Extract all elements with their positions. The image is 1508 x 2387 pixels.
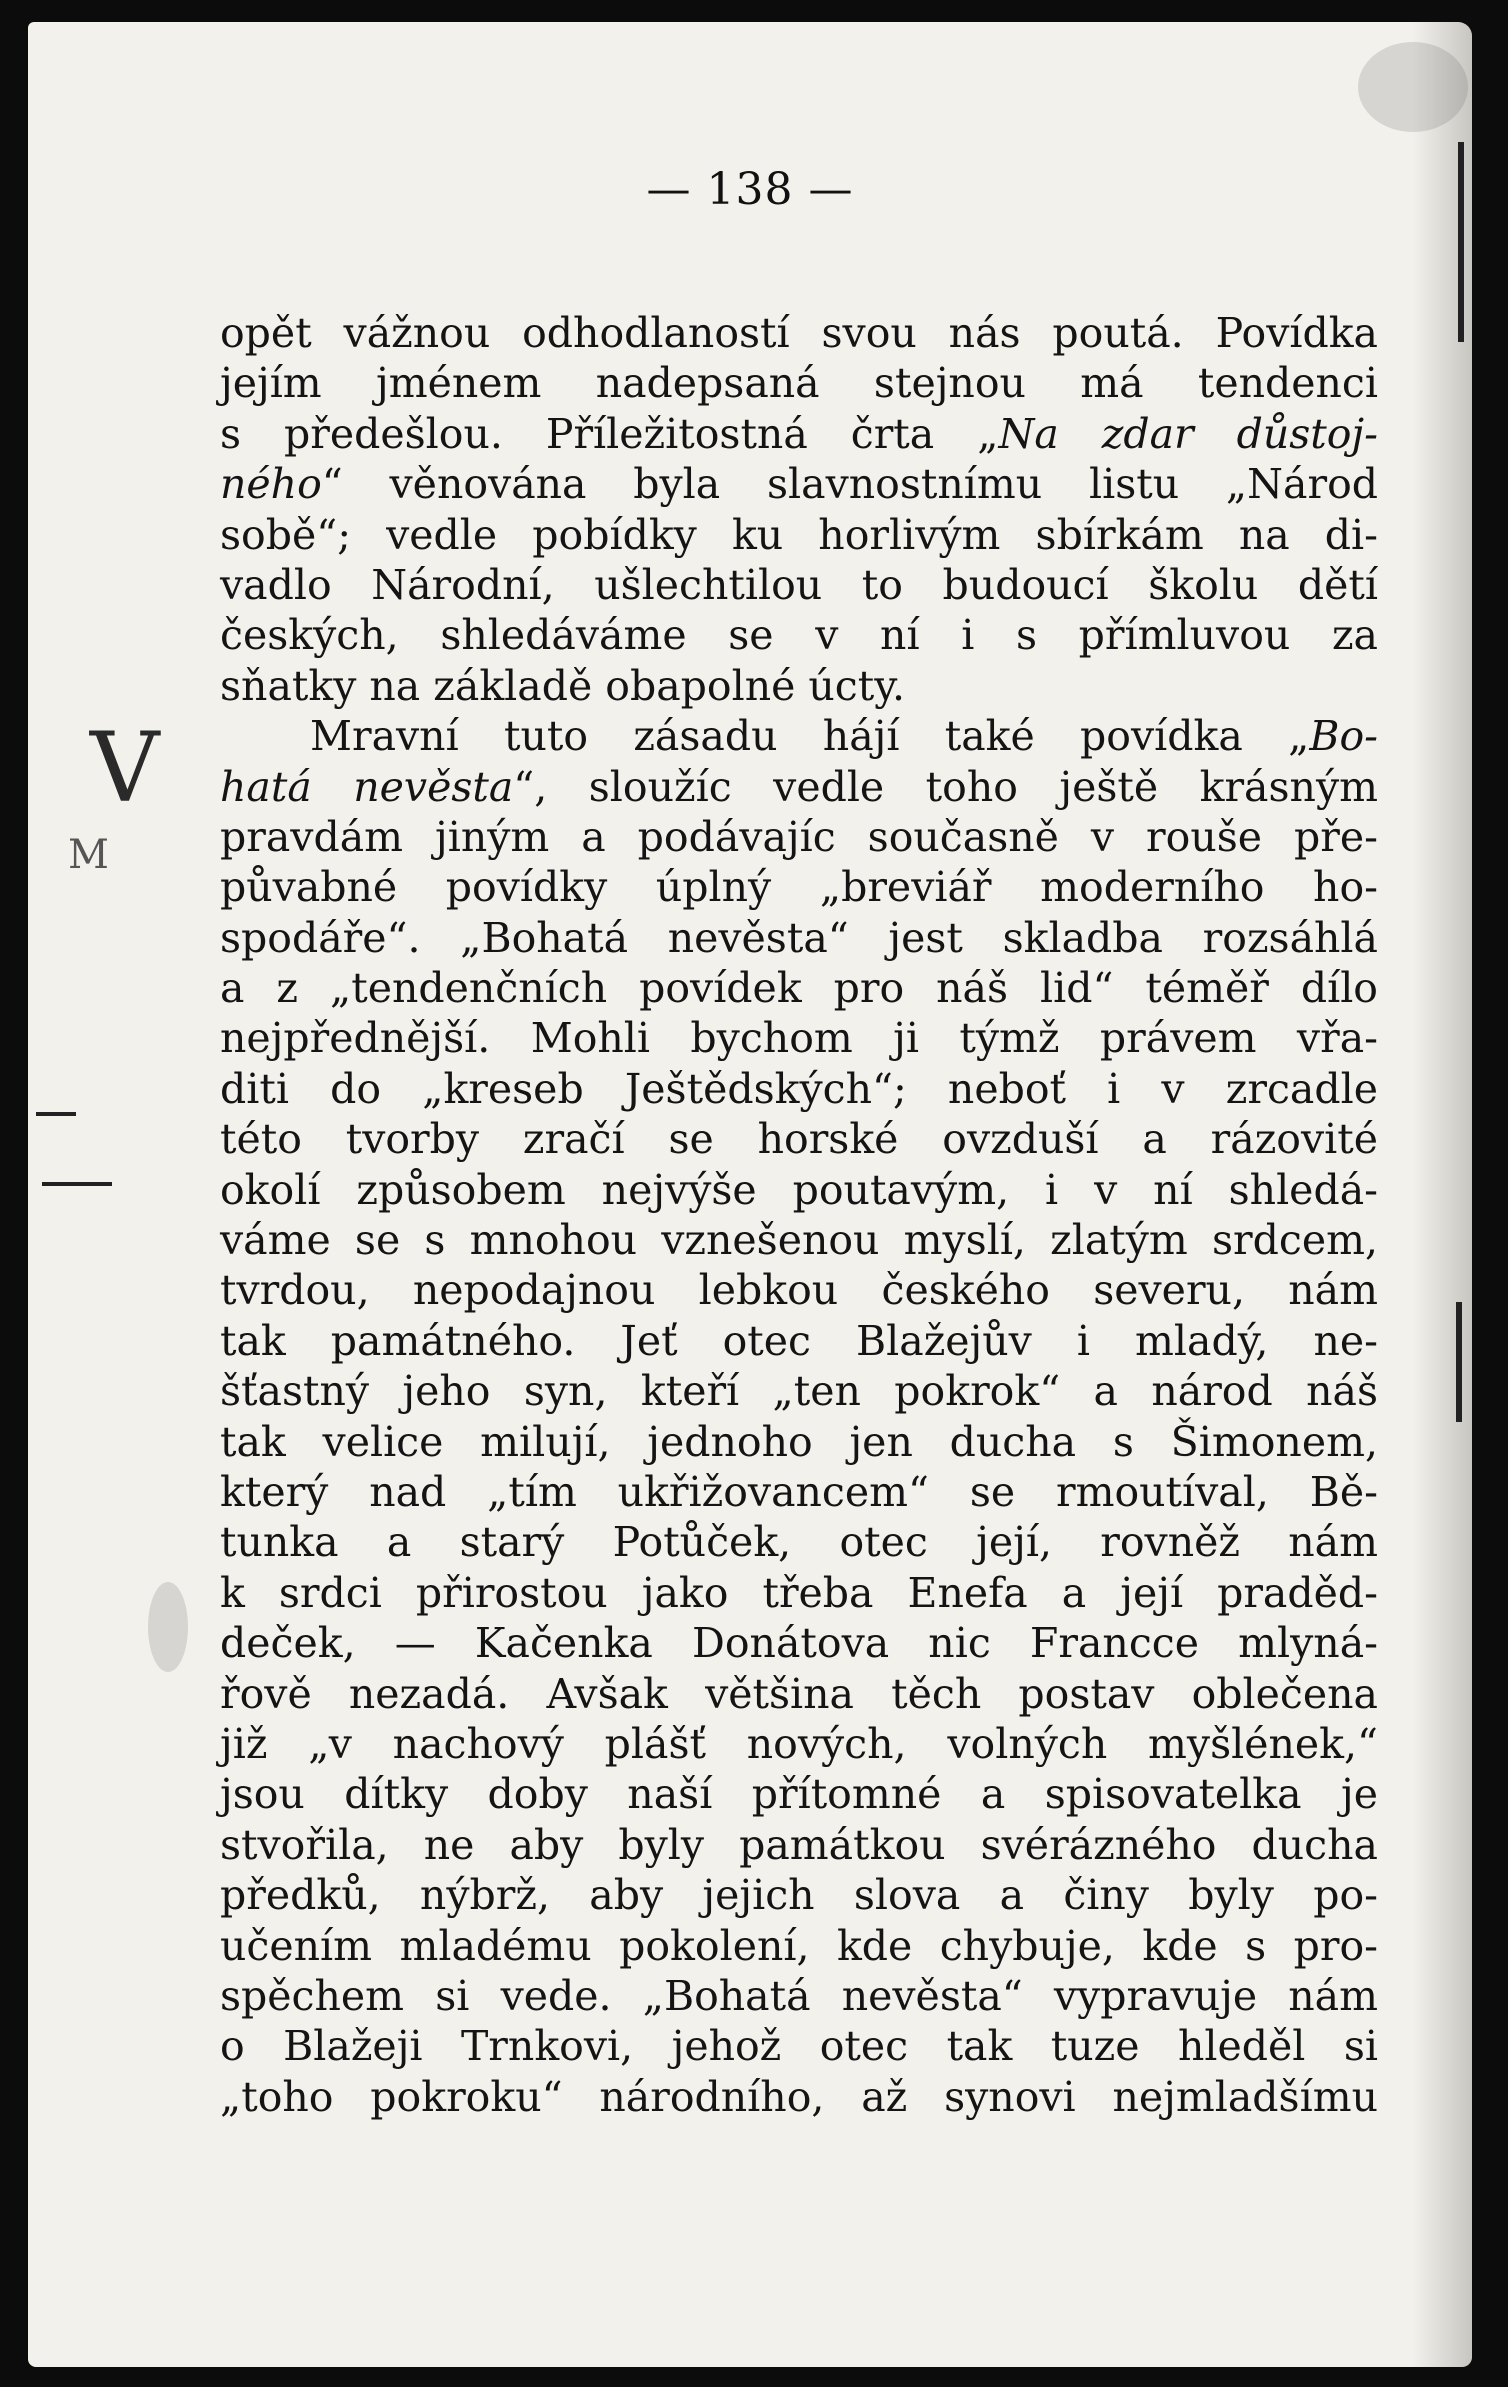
text-line-content: českých, shledáváme se v ní i s přímluvou za: [220, 611, 1378, 660]
text-line-content: deček, — Kačenka Donátova nic Francce mlyná-: [220, 1619, 1378, 1668]
text-line-content: tvrdou, nepodajnou lebkou českého severu, nám: [220, 1266, 1378, 1315]
text-line: [220, 1366, 1378, 1416]
text-line-content: spodáře“. „Bohatá nevěsta“ jest skladba rozsáhlá: [220, 913, 1378, 962]
text-line: [220, 1064, 1378, 1114]
text-line-content: učením mladému pokolení, kde chybuje, kde s pro-: [220, 1921, 1378, 1970]
text-line-content: spěchem si vede. „Bohatá nevěsta“ vypravuje nám: [220, 1971, 1378, 2020]
text-line: [220, 1517, 1378, 1567]
text-line-content: „toho pokroku“ národního, až synovi nejmladšímu: [220, 2072, 1378, 2121]
text-line: [220, 1316, 1378, 1366]
text-line-content: o Blažeji Trnkovi, jehož otec tak tuze hleděl si: [220, 2022, 1378, 2071]
italic-title: hatá nevěsta: [220, 762, 514, 811]
text-line: [220, 409, 1378, 459]
text-line-content: tak velice milují, jednoho jen ducha s Šimonem,: [220, 1417, 1378, 1466]
text-line-content: jejím jménem nadepsaná stejnou má tendenci: [220, 359, 1378, 408]
text-line: [220, 1870, 1378, 1920]
text-line-content: diti do „kreseb Ještědských“; neboť i v zrcadle: [220, 1064, 1378, 1113]
text-line: [220, 963, 1378, 1013]
text-line-content: který nad „tím ukřižovancem“ se rmoutíval, Bě-: [220, 1467, 1378, 1516]
page-edge-shadow: [1412, 22, 1472, 2367]
text-line: [220, 1215, 1378, 1265]
text-line-content: a z „tendenčních povídek pro náš lid“ téměř dílo: [220, 964, 1378, 1013]
text-line-content: již „v nachový plášť nových, volných myšlének,“: [220, 1719, 1378, 1768]
body-text: [220, 308, 1378, 2122]
text-line-content: pravdám jiným a podávajíc současně v rouše pře-: [220, 812, 1378, 861]
text-line-content: opět vážnou odhodlaností svou nás poutá. Povídka: [220, 309, 1378, 357]
text-line: [220, 560, 1378, 610]
text-line: [220, 358, 1378, 408]
text-line-content: stvořila, ne aby byly památkou svérázného ducha: [220, 1820, 1378, 1869]
text-line-content: vadlo Národní, ušlechtilou to budoucí školu dětí: [220, 560, 1378, 609]
paper-stain: [148, 1582, 188, 1672]
text-line-content: “ věnována byla slavnostnímu listu „Národ: [321, 460, 1378, 509]
text-line-content: nejpřednější. Mohli bychom ji týmž právem vřa-: [220, 1014, 1378, 1063]
text-line: [220, 1114, 1378, 1164]
text-line-content: tunka a starý Potůček, otec její, rovněž nám: [220, 1518, 1378, 1567]
text-line: [220, 1719, 1378, 1769]
text-line: [220, 1971, 1378, 2021]
book-page: [28, 22, 1472, 2367]
text-line: [220, 2021, 1378, 2071]
italic-title: ného: [220, 460, 322, 509]
text-line-content: předků, nýbrž, aby jejich slova a činy byly po-: [220, 1871, 1378, 1920]
text-line: [220, 913, 1378, 963]
italic-title: Na zdar důstoj-: [998, 409, 1378, 458]
text-line: [220, 1921, 1378, 1971]
text-line-content: “, sloužíc vedle toho ještě krásným: [513, 762, 1378, 811]
paper-stain: [1358, 42, 1468, 132]
text-line: [220, 308, 1378, 358]
text-line: [220, 1769, 1378, 1819]
text-line-content: k srdci přirostou jako třeba Enefa a její praděd-: [220, 1568, 1378, 1617]
text-line: [220, 1467, 1378, 1517]
text-line: [220, 661, 1378, 711]
text-line: [220, 1013, 1378, 1063]
binding-mark: [1456, 1302, 1462, 1422]
text-line-content: jsou dítky doby naší přítomné a spisovatelka je: [220, 1770, 1378, 1819]
text-line: [220, 1165, 1378, 1215]
text-line-content: s předešlou. Příležitostná črta „: [220, 409, 999, 458]
text-line-content: váme se s mnohou vznešenou myslí, zlatým srdcem,: [220, 1216, 1378, 1265]
text-line: [220, 862, 1378, 912]
text-line-content: řově nezadá. Avšak většina těch postav oblečena: [220, 1669, 1378, 1718]
text-line: [220, 812, 1378, 862]
text-line-content: půvabné povídky úplný „breviář moderního ho-: [220, 863, 1378, 912]
text-line: [220, 459, 1378, 509]
text-line: [220, 510, 1378, 560]
margin-annotation-small: M: [68, 832, 109, 878]
text-line: [220, 2072, 1378, 2122]
page-number: — 138 —: [646, 164, 854, 215]
text-line: [220, 1568, 1378, 1618]
text-line: [220, 1820, 1378, 1870]
text-line-content: šťastný jeho syn, kteří „ten pokrok“ a národ náš: [220, 1367, 1378, 1416]
italic-title: Bo-: [1309, 712, 1378, 761]
text-line: [220, 1618, 1378, 1668]
margin-dash: [42, 1182, 112, 1186]
text-line: [220, 1265, 1378, 1315]
text-line-content: této tvorby zračí se horské ovzduší a rázovité: [220, 1115, 1378, 1164]
text-line-content: Mravní tuto zásadu hájí také povídka „: [310, 712, 1310, 761]
text-line: [220, 711, 1378, 761]
text-line: [220, 1417, 1378, 1467]
margin-dash: [36, 1112, 76, 1116]
text-line-content: sňatky na základě obapolné úcty.: [220, 661, 905, 710]
margin-annotation: V: [90, 712, 160, 824]
text-line-content: okolí způsobem nejvýše poutavým, i v ní shledá-: [220, 1165, 1378, 1214]
text-line-content: tak památného. Jeť otec Blažejův i mladý, ne-: [220, 1316, 1378, 1365]
text-line: [220, 610, 1378, 660]
text-line-content: sobě“; vedle pobídky ku horlivým sbírkám na di-: [220, 510, 1378, 559]
text-line: [220, 1669, 1378, 1719]
text-line: [220, 762, 1378, 812]
